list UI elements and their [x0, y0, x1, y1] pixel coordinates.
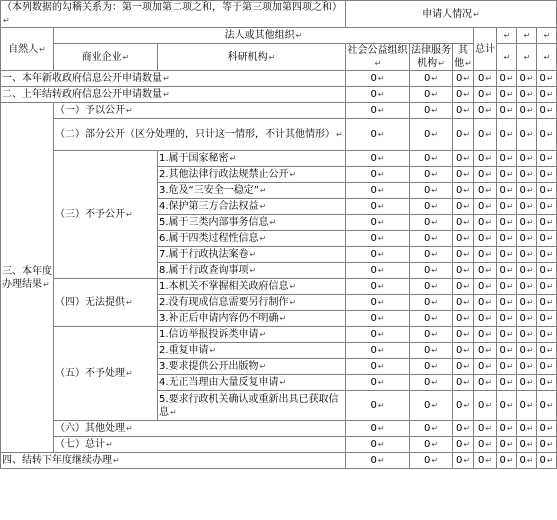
value-cell: 0 ↵	[497, 453, 517, 469]
value-cell: 0 ↵	[474, 119, 497, 151]
value-cell: 0 ↵	[346, 295, 410, 311]
value-cell: 0 ↵	[410, 263, 453, 279]
row-label: （七）总计 ↵	[54, 437, 346, 453]
item-label: 1.属于国家秘密 ↵	[158, 151, 346, 167]
value-cell: 0 ↵	[410, 87, 453, 103]
row-label: （六）其他处理 ↵	[54, 421, 346, 437]
value-cell: 0 ↵	[474, 103, 497, 119]
value-cell: 0 ↵	[497, 311, 517, 327]
value-cell: 0 ↵	[517, 119, 537, 151]
table-row	[1, 151, 557, 167]
value-cell: 0 ↵	[497, 263, 517, 279]
social-org-header: 社会公益组织 ↵	[346, 44, 410, 71]
value-cell: 0 ↵	[474, 453, 497, 469]
row-label: 四、结转下年度继续办理 ↵	[1, 453, 346, 469]
value-cell: 0 ↵	[410, 391, 453, 421]
value-cell: 0 ↵	[517, 453, 537, 469]
value-cell: 0 ↵	[453, 343, 474, 359]
value-cell: 0 ↵	[410, 151, 453, 167]
item-label: 5.要求行政机关确认或重新出具已获取信息 ↵	[158, 391, 346, 421]
table-row	[1, 279, 557, 295]
value-cell: 0 ↵	[474, 71, 497, 87]
value-cell: 0 ↵	[474, 375, 497, 391]
item-label: 2.没有现成信息需要另行制作 ↵	[158, 295, 346, 311]
table-row	[1, 453, 557, 469]
value-cell: 0 ↵	[410, 343, 453, 359]
row-label: 一、本年新收政府信息公开申请数量 ↵	[1, 71, 346, 87]
value-cell: 0 ↵	[497, 71, 517, 87]
item-label: 3.补正后申请内容仍不明确 ↵	[158, 311, 346, 327]
item-label: 7.属于行政执法案卷 ↵	[158, 247, 346, 263]
value-cell: 0 ↵	[517, 421, 537, 437]
value-cell: 0 ↵	[410, 453, 453, 469]
value-cell: 0 ↵	[497, 421, 517, 437]
item-label: 6.属于四类过程性信息 ↵	[158, 231, 346, 247]
row-label: 二、上年结转政府信息公开申请数量 ↵	[1, 87, 346, 103]
item-label: 8.属于行政查询事项 ↵	[158, 263, 346, 279]
value-cell: 0 ↵	[537, 279, 557, 295]
value-cell: 0 ↵	[453, 311, 474, 327]
item-label: 3.危及“三安全一稳定” ↵	[158, 183, 346, 199]
table-row	[1, 87, 557, 103]
item-label: 3.要求提供公开出版物 ↵	[158, 359, 346, 375]
value-cell: 0 ↵	[346, 343, 410, 359]
section-three-label: 三、本年度办理结果 ↵	[1, 103, 54, 453]
value-cell: 0 ↵	[537, 263, 557, 279]
value-cell: 0 ↵	[537, 231, 557, 247]
item-label: 4.保护第三方合法权益 ↵	[158, 199, 346, 215]
value-cell: 0 ↵	[497, 103, 517, 119]
value-cell: 0 ↵	[346, 183, 410, 199]
empty-header-cell	[517, 44, 537, 71]
value-cell: 0 ↵	[453, 103, 474, 119]
value-cell: 0 ↵	[474, 215, 497, 231]
value-cell: 0 ↵	[474, 311, 497, 327]
value-cell: 0 ↵	[537, 247, 557, 263]
value-cell: 0 ↵	[497, 359, 517, 375]
value-cell: 0 ↵	[410, 295, 453, 311]
value-cell: 0 ↵	[346, 167, 410, 183]
value-cell: 0 ↵	[346, 151, 410, 167]
value-cell: 0 ↵	[346, 231, 410, 247]
value-cell: 0 ↵	[537, 311, 557, 327]
value-cell: 0 ↵	[453, 421, 474, 437]
applicant-status-header: 申请人情况 ↵	[346, 1, 557, 28]
value-cell: 0 ↵	[453, 295, 474, 311]
value-cell: 0 ↵	[537, 87, 557, 103]
value-cell: 0 ↵	[537, 71, 557, 87]
value-cell: 0 ↵	[474, 391, 497, 421]
other-header: 其他 ↵	[453, 44, 474, 71]
item-label: 2.其他法律行政法规禁止公开 ↵	[158, 167, 346, 183]
value-cell: 0 ↵	[537, 183, 557, 199]
value-cell: 0 ↵	[410, 199, 453, 215]
value-cell: 0 ↵	[453, 183, 474, 199]
value-cell: 0 ↵	[517, 437, 537, 453]
value-cell: 0 ↵	[517, 247, 537, 263]
value-cell: 0 ↵	[517, 231, 537, 247]
value-cell: 0 ↵	[497, 247, 517, 263]
value-cell: 0 ↵	[410, 71, 453, 87]
table-row	[1, 119, 557, 151]
value-cell: 0 ↵	[474, 437, 497, 453]
value-cell: 0 ↵	[453, 199, 474, 215]
value-cell: 0 ↵	[474, 167, 497, 183]
value-cell: 0 ↵	[497, 119, 517, 151]
value-cell: 0 ↵	[517, 359, 537, 375]
value-cell: 0 ↵	[410, 375, 453, 391]
research-header: 科研机构 ↵	[158, 44, 346, 71]
value-cell: 0 ↵	[410, 247, 453, 263]
value-cell: 0 ↵	[453, 391, 474, 421]
value-cell: 0 ↵	[474, 295, 497, 311]
value-cell: 0 ↵	[517, 103, 537, 119]
value-cell: 0 ↵	[517, 391, 537, 421]
value-cell: 0 ↵	[537, 167, 557, 183]
value-cell: 0 ↵	[517, 295, 537, 311]
value-cell: 0 ↵	[537, 327, 557, 343]
value-cell: 0 ↵	[346, 391, 410, 421]
value-cell: 0 ↵	[537, 375, 557, 391]
value-cell: 0 ↵	[517, 263, 537, 279]
value-cell: 0 ↵	[346, 103, 410, 119]
value-cell: 0 ↵	[410, 103, 453, 119]
item-label: 5.属于三类内部事务信息 ↵	[158, 215, 346, 231]
value-cell: 0 ↵	[474, 263, 497, 279]
value-cell: 0 ↵	[537, 151, 557, 167]
value-cell: 0 ↵	[453, 247, 474, 263]
value-cell: 0 ↵	[474, 199, 497, 215]
value-cell: 0 ↵	[474, 359, 497, 375]
value-cell: 0 ↵	[474, 87, 497, 103]
value-cell: 0 ↵	[346, 421, 410, 437]
value-cell: 0 ↵	[453, 215, 474, 231]
value-cell: 0 ↵	[537, 215, 557, 231]
value-cell: 0 ↵	[474, 327, 497, 343]
value-cell: 0 ↵	[497, 391, 517, 421]
value-cell: 0 ↵	[346, 327, 410, 343]
value-cell: 0 ↵	[517, 71, 537, 87]
value-cell: 0 ↵	[453, 453, 474, 469]
value-cell: 0 ↵	[453, 167, 474, 183]
value-cell: 0 ↵	[346, 375, 410, 391]
value-cell: 0 ↵	[474, 343, 497, 359]
empty-header-cell	[537, 44, 557, 71]
value-cell: 0 ↵	[346, 199, 410, 215]
value-cell: 0 ↵	[453, 119, 474, 151]
value-cell: 0 ↵	[474, 247, 497, 263]
value-cell: 0 ↵	[517, 327, 537, 343]
value-cell: 0 ↵	[497, 327, 517, 343]
value-cell: 0 ↵	[537, 119, 557, 151]
value-cell: 0 ↵	[497, 215, 517, 231]
value-cell: 0 ↵	[517, 199, 537, 215]
value-cell: 0 ↵	[517, 311, 537, 327]
value-cell: 0 ↵	[410, 437, 453, 453]
value-cell: 0 ↵	[474, 231, 497, 247]
empty-header-cell	[517, 28, 537, 44]
value-cell: 0 ↵	[517, 343, 537, 359]
value-cell: 0 ↵	[346, 71, 410, 87]
value-cell: 0 ↵	[474, 183, 497, 199]
value-cell: 0 ↵	[517, 279, 537, 295]
value-cell: 0 ↵	[410, 183, 453, 199]
table-row	[1, 71, 557, 87]
table-row	[1, 327, 557, 343]
value-cell: 0 ↵	[497, 295, 517, 311]
table-row	[1, 421, 557, 437]
value-cell: 0 ↵	[346, 215, 410, 231]
value-cell: 0 ↵	[474, 421, 497, 437]
item-label: 2.重复申请 ↵	[158, 343, 346, 359]
value-cell: 0 ↵	[537, 421, 557, 437]
value-cell: 0 ↵	[497, 167, 517, 183]
value-cell: 0 ↵	[453, 151, 474, 167]
value-cell: 0 ↵	[517, 375, 537, 391]
value-cell: 0 ↵	[517, 151, 537, 167]
value-cell: 0 ↵	[410, 215, 453, 231]
value-cell: 0 ↵	[537, 359, 557, 375]
total-header: 总计	[474, 28, 497, 71]
subsection-label: （四）无法提供 ↵	[54, 279, 158, 327]
value-cell: 0 ↵	[453, 375, 474, 391]
empty-header-cell	[537, 28, 557, 44]
value-cell: 0 ↵	[537, 295, 557, 311]
value-cell: 0 ↵	[474, 279, 497, 295]
value-cell: 0 ↵	[517, 87, 537, 103]
value-cell: 0 ↵	[537, 453, 557, 469]
row-label: （一）予以公开 ↵	[54, 103, 346, 119]
value-cell: 0 ↵	[410, 311, 453, 327]
legal-org-header: 法人或其他组织 ↵	[54, 28, 474, 44]
value-cell: 0 ↵	[453, 437, 474, 453]
row-label: （二）部分公开（区分处理的，只计这一情形，不计其他情形） ↵	[54, 119, 346, 151]
value-cell: 0 ↵	[537, 343, 557, 359]
value-cell: 0 ↵	[517, 215, 537, 231]
item-label: 1.本机关不掌握相关政府信息 ↵	[158, 279, 346, 295]
value-cell: 0 ↵	[410, 231, 453, 247]
value-cell: 0 ↵	[537, 391, 557, 421]
value-cell: 0 ↵	[453, 327, 474, 343]
value-cell: 0 ↵	[497, 231, 517, 247]
natural-person-header: 自然人 ↵	[1, 28, 54, 71]
value-cell: 0 ↵	[346, 279, 410, 295]
value-cell: 0 ↵	[453, 71, 474, 87]
value-cell: 0 ↵	[537, 103, 557, 119]
value-cell: 0 ↵	[346, 359, 410, 375]
value-cell: 0 ↵	[410, 327, 453, 343]
value-cell: 0 ↵	[410, 359, 453, 375]
value-cell: 0 ↵	[453, 359, 474, 375]
value-cell: 0 ↵	[346, 311, 410, 327]
value-cell: 0 ↵	[346, 263, 410, 279]
table-note: （本列数据的勾稽关系为：第一项加第二项之和，等于第三项加第四项之和） ↵	[1, 1, 346, 28]
value-cell: 0 ↵	[537, 199, 557, 215]
value-cell: 0 ↵	[453, 87, 474, 103]
empty-header-cell	[497, 44, 517, 71]
value-cell: 0 ↵	[497, 437, 517, 453]
legal-service-header: 法律服务机构 ↵	[410, 44, 453, 71]
value-cell: 0 ↵	[346, 119, 410, 151]
value-cell: 0 ↵	[497, 343, 517, 359]
value-cell: 0 ↵	[410, 279, 453, 295]
value-cell: 0 ↵	[453, 231, 474, 247]
value-cell: 0 ↵	[346, 437, 410, 453]
value-cell: 0 ↵	[346, 453, 410, 469]
value-cell: 0 ↵	[346, 87, 410, 103]
value-cell: 0 ↵	[410, 167, 453, 183]
value-cell: 0 ↵	[497, 199, 517, 215]
value-cell: 0 ↵	[453, 279, 474, 295]
value-cell: 0 ↵	[497, 183, 517, 199]
value-cell: 0 ↵	[497, 87, 517, 103]
value-cell: 0 ↵	[346, 247, 410, 263]
value-cell: 0 ↵	[497, 279, 517, 295]
table-row	[1, 103, 557, 119]
commercial-header: 商业企业 ↵	[54, 44, 158, 71]
value-cell: 0 ↵	[497, 375, 517, 391]
value-cell: 0 ↵	[453, 263, 474, 279]
subsection-label: （三）不予公开 ↵	[54, 151, 158, 279]
item-label: 4.无正当理由大量反复申请 ↵	[158, 375, 346, 391]
table-row	[1, 437, 557, 453]
subsection-label: （五）不予处理 ↵	[54, 327, 158, 421]
value-cell: 0 ↵	[517, 167, 537, 183]
item-label: 1.信访举报投诉类申请 ↵	[158, 327, 346, 343]
empty-header-cell	[497, 28, 517, 44]
value-cell: 0 ↵	[410, 119, 453, 151]
value-cell: 0 ↵	[474, 151, 497, 167]
value-cell: 0 ↵	[537, 437, 557, 453]
value-cell: 0 ↵	[497, 151, 517, 167]
value-cell: 0 ↵	[410, 421, 453, 437]
value-cell: 0 ↵	[517, 183, 537, 199]
